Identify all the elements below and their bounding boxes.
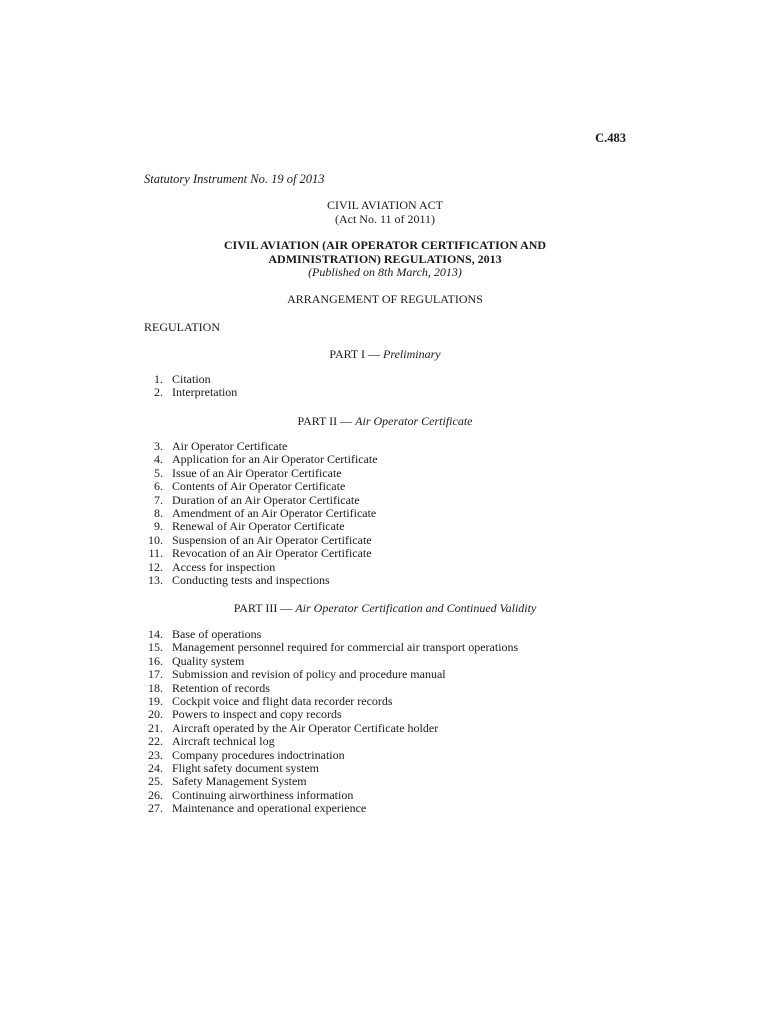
regulations-title bbox=[144, 239, 626, 280]
regulation-title: Cockpit voice and flight data recorder records bbox=[172, 694, 393, 709]
regulation-title: Management personnel required for commercial air transport operations bbox=[172, 640, 519, 655]
regulation-number: 9. bbox=[154, 519, 163, 534]
part-1-heading bbox=[144, 347, 626, 362]
regulation-number: 16. bbox=[148, 653, 163, 668]
regulation-title: Submission and revision of policy and procedure manual bbox=[172, 667, 446, 682]
regulation-title: Continuing airworthiness information bbox=[172, 787, 354, 802]
regulation-item bbox=[140, 467, 378, 480]
regulation-number: 23. bbox=[148, 747, 163, 762]
regulation-title: Base of operations bbox=[172, 627, 262, 641]
act-number: (Act No. 11 of 2011) bbox=[334, 211, 436, 226]
regulation-title: Contents of Air Operator Certificate bbox=[172, 479, 346, 494]
regulation-number: 1. bbox=[154, 372, 163, 386]
statutory-instrument-label: Statutory Instrument No. 19 of 2013 bbox=[144, 172, 325, 186]
regulation-item bbox=[140, 453, 378, 466]
part-2-heading bbox=[144, 414, 626, 429]
part-3-regulation-list bbox=[140, 628, 518, 816]
part-label: PART III — bbox=[233, 601, 293, 615]
regulation-number: 3. bbox=[154, 439, 163, 453]
regulation-number: 7. bbox=[154, 492, 163, 507]
part-title: Air Operator Certificate bbox=[355, 414, 473, 428]
regulation-title: Duration of an Air Operator Certificate bbox=[172, 492, 360, 507]
regulation-item bbox=[140, 561, 378, 574]
regulation-item bbox=[140, 641, 518, 654]
part-title: Preliminary bbox=[383, 347, 441, 361]
regulation-number: 10. bbox=[148, 532, 163, 547]
regulation-item bbox=[140, 386, 237, 399]
regulation-number: 4. bbox=[154, 452, 163, 467]
regulation-number: 26. bbox=[148, 787, 163, 802]
regulation-item bbox=[140, 520, 378, 533]
regulation-title: Citation bbox=[172, 372, 211, 386]
regulation-number: 2. bbox=[154, 385, 163, 400]
regulation-title: Aircraft operated by the Air Operator Certificate holder bbox=[172, 720, 439, 735]
regulation-title: Aircraft technical log bbox=[172, 734, 275, 749]
regulation-title: Revocation of an Air Operator Certificate bbox=[172, 546, 372, 561]
regulation-item bbox=[140, 695, 518, 708]
regulation-item bbox=[140, 628, 518, 641]
page-number: C.483 bbox=[595, 131, 626, 145]
regulation-number: 15. bbox=[148, 640, 163, 655]
regulation-item bbox=[140, 668, 518, 681]
title-line-1: CIVIL AVIATION (AIR OPERATOR CERTIFICATION AND bbox=[223, 238, 547, 252]
regulation-number: 22. bbox=[148, 734, 163, 749]
regulation-title: Access for inspection bbox=[172, 559, 276, 574]
regulation-number: 13. bbox=[148, 573, 163, 588]
regulation-title: Retention of records bbox=[172, 680, 270, 695]
published-date: (Published on 8th March, 2013) bbox=[308, 265, 462, 279]
regulation-number: 20. bbox=[148, 707, 163, 722]
regulation-item bbox=[140, 708, 518, 721]
regulation-title: Flight safety document system bbox=[172, 761, 319, 776]
regulation-number: 11. bbox=[148, 546, 163, 561]
regulation-column-heading: REGULATION bbox=[144, 320, 220, 334]
regulation-number: 25. bbox=[148, 774, 163, 789]
regulation-number: 24. bbox=[148, 761, 163, 776]
regulation-title: Safety Management System bbox=[172, 774, 307, 789]
regulation-number: 21. bbox=[148, 720, 163, 735]
regulation-title: Interpretation bbox=[172, 385, 238, 400]
arrangement-heading: ARRANGEMENT OF REGULATIONS bbox=[287, 292, 483, 306]
regulation-item bbox=[140, 494, 378, 507]
regulation-item bbox=[140, 655, 518, 668]
regulation-number: 6. bbox=[154, 479, 163, 494]
regulation-title: Renewal of Air Operator Certificate bbox=[172, 519, 345, 534]
regulation-number: 18. bbox=[148, 680, 163, 695]
part-2-regulation-list bbox=[140, 440, 378, 587]
regulation-item bbox=[140, 534, 378, 547]
regulation-number: 14. bbox=[148, 627, 163, 641]
regulation-item bbox=[140, 373, 237, 386]
regulation-item bbox=[140, 547, 378, 560]
regulation-item bbox=[140, 735, 518, 748]
regulation-item bbox=[140, 802, 518, 815]
regulation-item bbox=[140, 749, 518, 762]
part-3-heading bbox=[144, 601, 626, 616]
regulation-item bbox=[140, 574, 378, 587]
regulation-title: Issue of an Air Operator Certificate bbox=[172, 465, 342, 480]
regulation-item bbox=[140, 762, 518, 775]
regulation-number: 8. bbox=[154, 506, 163, 521]
regulation-number: 27. bbox=[148, 801, 163, 816]
part-label: PART II — bbox=[297, 414, 353, 428]
regulation-item bbox=[140, 722, 518, 735]
act-name: CIVIL AVIATION ACT bbox=[327, 198, 443, 212]
regulation-title: Suspension of an Air Operator Certificate bbox=[172, 532, 372, 547]
regulation-title: Amendment of an Air Operator Certificate bbox=[172, 506, 377, 521]
regulation-item bbox=[140, 789, 518, 802]
regulation-item bbox=[140, 440, 378, 453]
regulation-title: Powers to inspect and copy records bbox=[172, 707, 342, 722]
part-title: Air Operator Certification and Continued Validity bbox=[295, 601, 537, 615]
regulation-number: 12. bbox=[148, 559, 163, 574]
regulation-title: Conducting tests and inspections bbox=[172, 573, 330, 588]
part-label: PART I — bbox=[329, 347, 381, 361]
regulation-number: 19. bbox=[148, 694, 163, 709]
part-1-regulation-list bbox=[140, 373, 237, 400]
regulation-number: 5. bbox=[154, 465, 163, 480]
title-line-2: ADMINISTRATION) REGULATIONS, 2013 bbox=[268, 251, 502, 266]
act-heading bbox=[144, 199, 626, 226]
regulation-item bbox=[140, 480, 378, 493]
regulation-title: Application for an Air Operator Certificate bbox=[172, 452, 378, 467]
regulation-title: Company procedures indoctrination bbox=[172, 747, 345, 762]
regulation-title: Air Operator Certificate bbox=[172, 439, 288, 453]
regulation-item bbox=[140, 682, 518, 695]
regulation-number: 17. bbox=[148, 667, 163, 682]
regulation-item bbox=[140, 507, 378, 520]
regulation-title: Maintenance and operational experience bbox=[172, 801, 367, 816]
regulation-title: Quality system bbox=[172, 653, 245, 668]
regulation-item bbox=[140, 775, 518, 788]
